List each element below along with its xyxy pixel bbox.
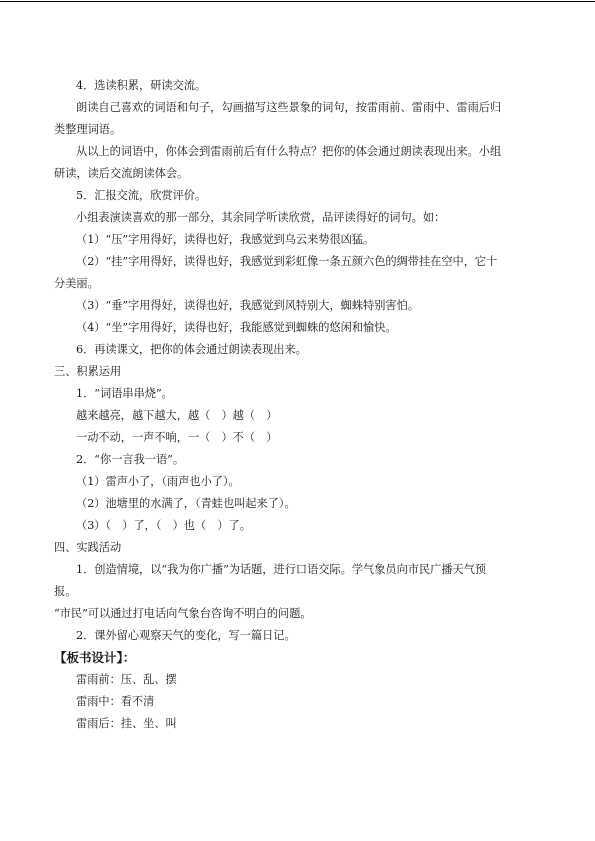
text-line: 从以上的词语中，你体会到雷雨前后有什么特点？把你的体会通过朗读表现出来。小组 [76, 145, 502, 158]
text-line: 越来越亮，越下越大，越（ ）越（ ） [76, 409, 278, 422]
text-line: 1．“词语串串烧”。 [76, 387, 173, 400]
text-line: 三、积累运用 [54, 365, 122, 378]
text-line: 小组表演读喜欢的那一部分，其余同学听读欣赏，品评读得好的词句。如： [76, 211, 446, 224]
text-line: （2）“挂”字用得好，读得也好，我感觉到彩虹像一条五颜六色的绸带挂在空中，它十 [76, 255, 498, 268]
text-line: 6．再读课文，把你的体会通过朗读表现出来。 [76, 343, 307, 356]
text-line: （1）雷声小了，（雨声也小了）。 [76, 475, 240, 488]
document-body [54, 75, 544, 735]
text-line: 雷雨后：挂、坐、叫 [76, 717, 177, 730]
section-heading: 【板书设计】： [54, 650, 136, 665]
text-line: 研读，读后交流朗读体会。 [54, 167, 189, 180]
text-line: （4）“坐”字用得好，读得也好，我能感觉到蜘蛛的悠闲和愉快。 [76, 321, 397, 334]
text-line: 2．“你一言我一语”。 [76, 453, 185, 466]
text-line: （1）“压”字用得好，读得也好，我感觉到乌云来势很凶猛。 [76, 233, 375, 246]
text-line: 朗读自己喜欢的词语和句子，勾画描写这些景象的词句，按雷雨前、雷雨中、雷雨后归 [76, 101, 502, 114]
text-line: 雷雨前：压、乱、摆 [76, 673, 177, 686]
text-line: “市民”可以通过打电话向气象台咨询不明白的问题。 [54, 607, 312, 620]
top-rule [0, 1, 595, 2]
text-line: 4．选读积累，研读交流。 [76, 79, 207, 92]
text-line: 雷雨中：看不清 [76, 695, 155, 708]
text-line: 四、实践活动 [54, 541, 122, 554]
text-line: 一动不动，一声不响，一（ ）不（ ） [76, 431, 278, 444]
text-line: 2．课外留心观察天气的变化，写一篇日记。 [76, 629, 296, 642]
text-line: 1．创造情境，以“我为你广播”为话题，进行口语交际。学气象员向市民广播天气预 [76, 563, 487, 576]
text-line: （3）“垂”字用得好，读得也好，我感觉到风特别大，蜘蛛特别害怕。 [76, 299, 419, 312]
text-line: 类整理词语。 [54, 123, 122, 136]
text-line: （3）（ ）了，（ ）也（ ）了。 [76, 519, 251, 532]
text-line: 分美丽。 [54, 277, 99, 290]
text-line: （2）池塘里的水满了，（青蛙也叫起来了）。 [76, 497, 296, 510]
text-line: 5．汇报交流，欣赏评价。 [76, 189, 207, 202]
text-line: 报。 [54, 585, 77, 598]
